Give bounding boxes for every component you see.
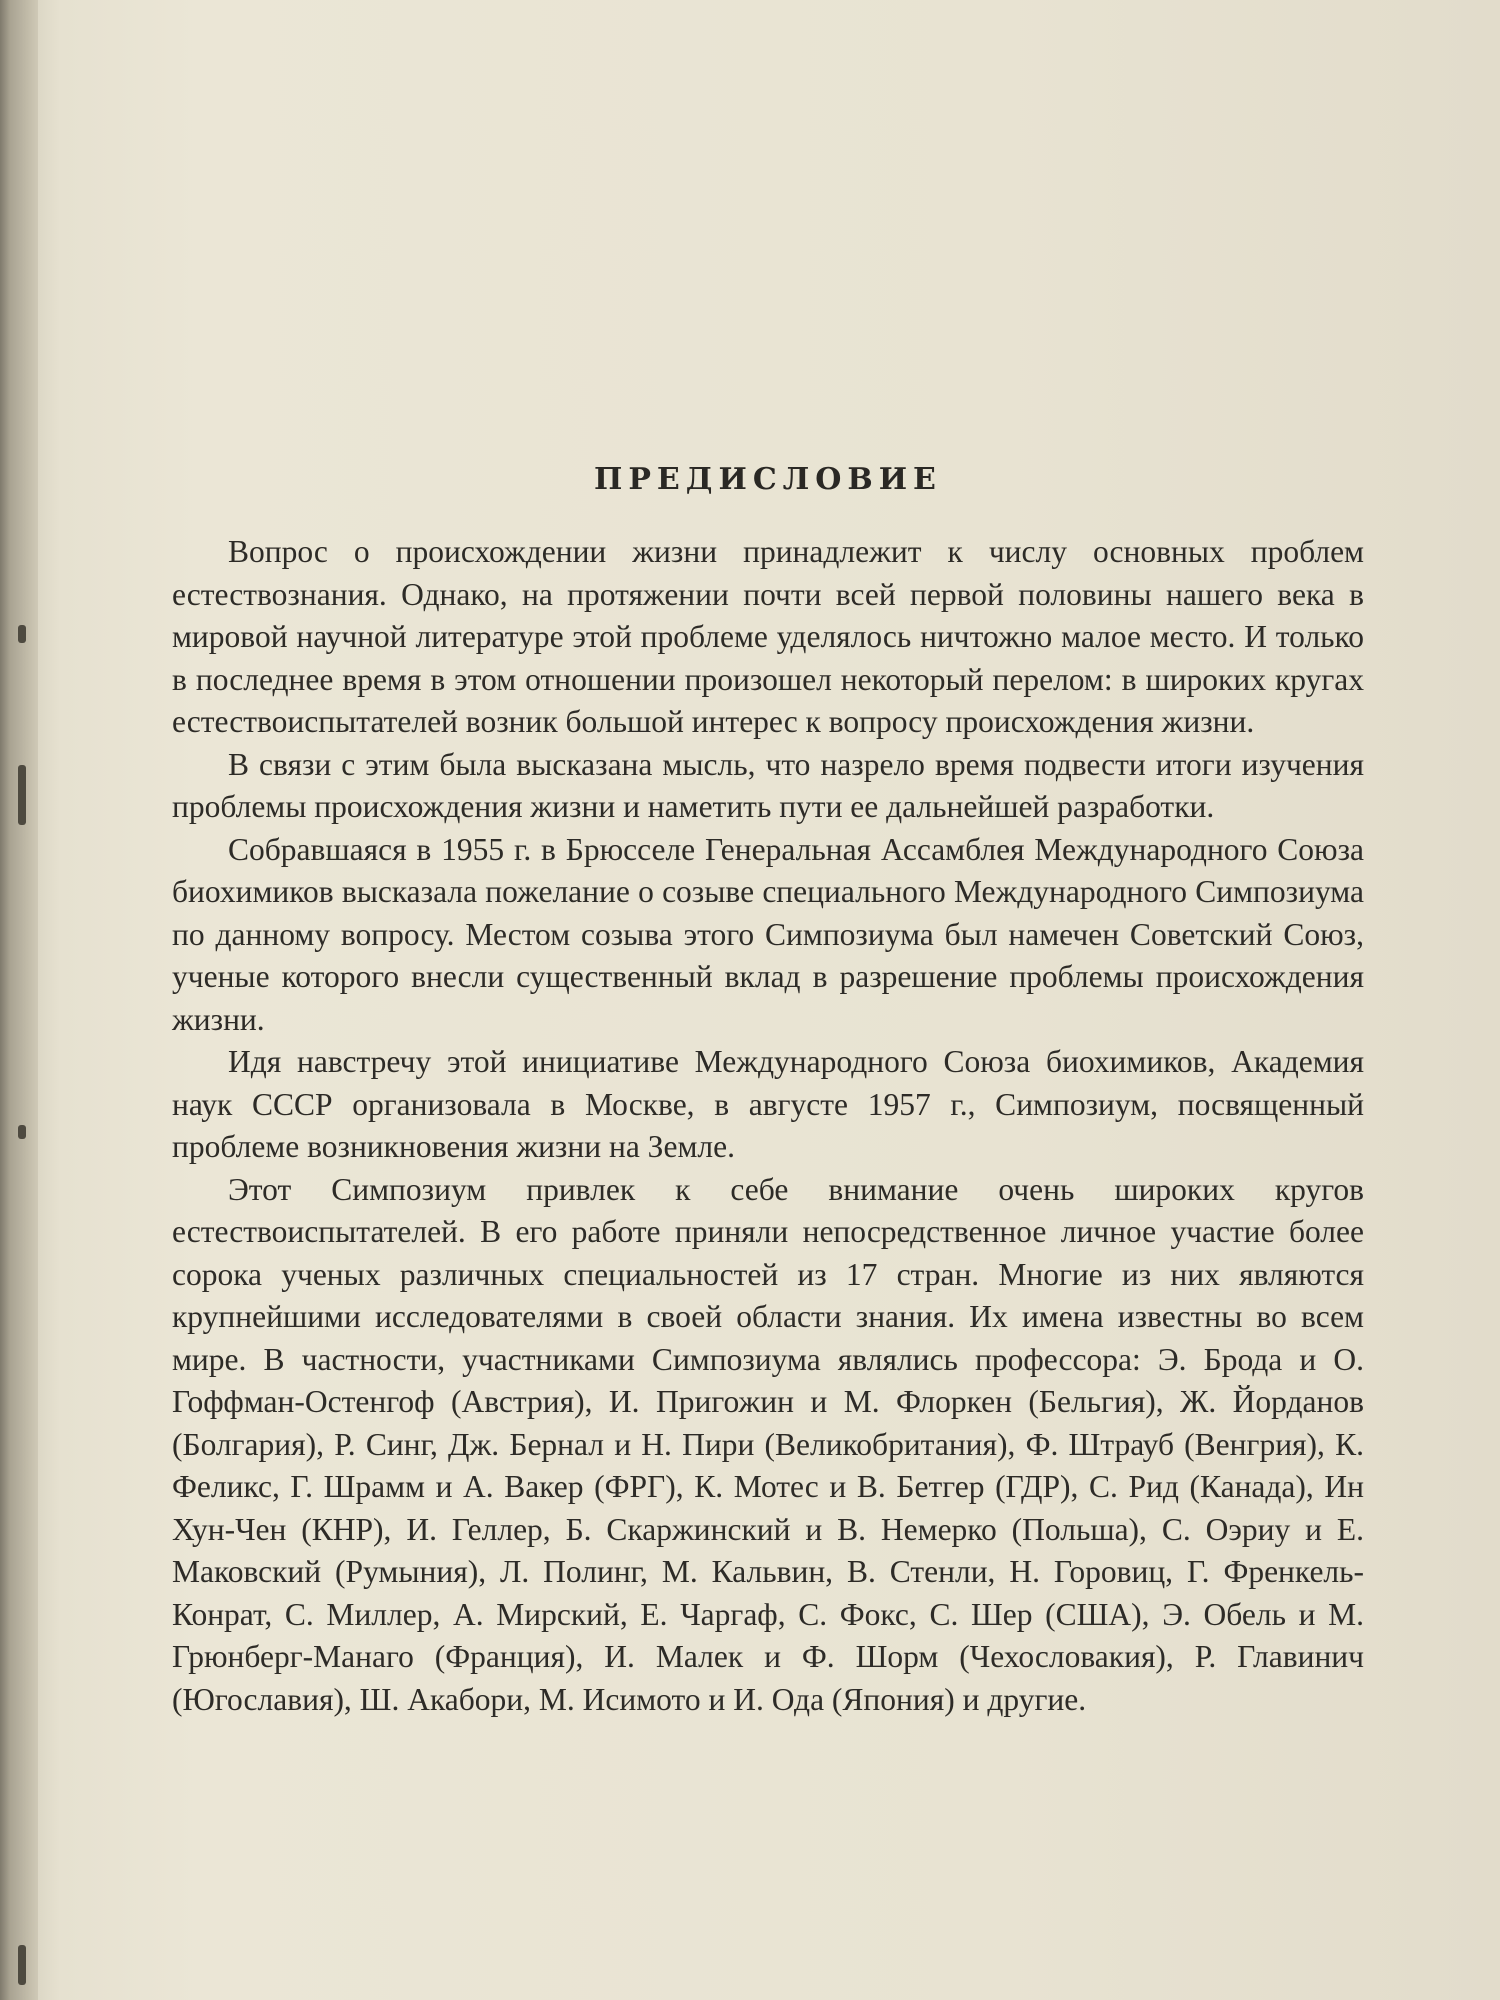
binding-stitch (18, 1945, 26, 1985)
paragraph: Собравшаяся в 1955 г. в Брюсселе Генеральная Ассамблея Международного Союза биохимиков высказала пожелание о созыве специального Международного Симпозиума по данному вопросу. Местом созыва этого Симпозиума был намечен Советский Союз, ученые которого внесли существенный вклад в разрешение проблемы происхождения жизни. (172, 831, 1364, 1037)
paragraph: Идя навстречу этой инициативе Международного Союза биохимиков, Академия наук СССР организовала в Москве, в августе 1957 г., Симпозиум, посвященный проблеме возникновения жизни на Земле. (172, 1044, 1364, 1164)
paragraph: Этот Симпозиум привлек к себе внимание очень широких кругов естествоиспытателей. В его работе приняли непосредственное личное участие более сорока ученых различных специальностей из 17 стран. Многие из них являются крупнейшими исследователями в своей области знания. Их имена известны во всем мире. В частности, участниками Симпозиума являлись профессора: Э. Брода и О. Гоффман-Остенгоф (Австрия), И. Пригожин и М. Флоркен (Бельгия), Ж. Йорданов (Болгария), Р. Синг, Дж. Бернал и Н. Пири (Великобритания), Ф. Штрауб (Венгрия), К. Феликс, Г. Шрамм и А. Вакер (ФРГ), К. Мотес и В. Бетгер (ГДР), С. Рид (Канада), Ин Хун-Чен (КНР), И. Геллер, Б. Скаржинский и В. Немерко (Польша), С. Оэриу и Е. Маковский (Румыния), Л. Полинг, М. Кальвин, В. Стенли, Н. Горовиц, Г. Френкель-Конрат, С. Миллер, А. Мирский, Е. Чаргаф, С. Фокс, С. Шер (США), Э. Обель и М. Грюнберг-Манаго (Франция), И. Малек и Ф. Шорм (Чехословакия), Р. Главинич (Югославия), Ш. Акабори, М. Исимото и И. Ода (Япония) и другие. (172, 1171, 1364, 1717)
binding-stitch (18, 625, 26, 643)
page-title: ПРЕДИСЛОВИЕ (594, 462, 942, 497)
binding-stitch (18, 1125, 26, 1139)
page-content (172, 462, 1364, 1721)
binding-stitch (18, 765, 26, 825)
book-spine (0, 0, 38, 2000)
paragraph: Вопрос о происхождении жизни принадлежит к числу основных проблем естествознания. Однако, на протяжении почти всей первой половины нашего века в мировой научной литературе этой проблеме уделялось ничтожно малое место. И только в последнее время в этом отношении произошел некоторый перелом: в широких кругах естествоиспытателей возник большой интерес к вопросу происхождения жизни. (172, 534, 1364, 739)
paragraph: В связи с этим была высказана мысль, что назрело время подвести итоги изучения проблемы происхождения жизни и наметить пути ее дальнейшей разработки. (172, 746, 1364, 824)
